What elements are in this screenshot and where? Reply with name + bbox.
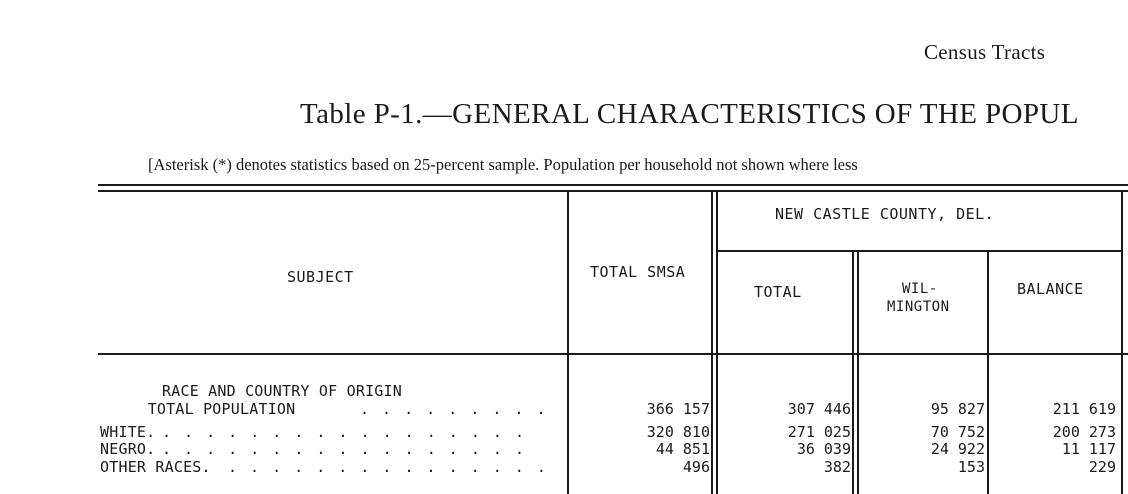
cell-total-smsa: 320 810: [646, 423, 710, 441]
row-label: NEGRO.: [100, 440, 156, 458]
table-note: [Asterisk (*) denotes statistics based on 25-percent sample. Population per household not shown where less: [148, 155, 858, 174]
row-leader-dots: . . . . . . . . . . . . . . . . .: [162, 423, 527, 441]
col-rule-right-edge: [1121, 191, 1123, 494]
col-header-balance: BALANCE: [1017, 280, 1084, 298]
table-top-rule-2: [98, 190, 1128, 192]
row-leader-dots: . . . . . . . . . . . . . . . . .: [162, 440, 527, 458]
cell-wilmington: 95 827: [930, 400, 985, 418]
cell-total-smsa: 366 157: [646, 400, 710, 418]
table-title: Table P-1.—GENERAL CHARACTERISTICS OF THE POPUL: [300, 98, 1079, 130]
cell-total: 271 025: [787, 423, 851, 441]
cell-total: 382: [823, 458, 851, 476]
col-rule-subject: [567, 191, 569, 494]
cell-total: 307 446: [787, 400, 851, 418]
row-leader-dots: . . . . . . . . . . . . . . .: [228, 458, 548, 476]
col-rule-smsa-a: [711, 191, 713, 494]
col-header-subject: SUBJECT: [287, 268, 354, 286]
table-top-rule: [98, 184, 1128, 186]
col-rule-total-a: [852, 252, 854, 494]
col-rule-wilmington: [987, 252, 989, 494]
row-leader-dots: . . . . . . . . .: [360, 400, 548, 418]
col-rule-smsa-b: [716, 191, 718, 494]
cell-wilmington: 153: [957, 458, 985, 476]
cell-balance: 200 273: [1052, 423, 1116, 441]
row-label: WHITE.: [100, 423, 156, 441]
cell-wilmington: 70 752: [930, 423, 985, 441]
cell-wilmington: 24 922: [930, 440, 985, 458]
running-head: Census Tracts: [924, 40, 1046, 64]
col-header-wilmington-1: WIL-: [902, 281, 938, 297]
cell-total: 36 039: [796, 440, 851, 458]
col-header-total: TOTAL: [754, 283, 802, 301]
col-header-wilmington-2: MINGTON: [887, 299, 950, 315]
row-label: TOTAL POPULATION: [120, 400, 296, 418]
cell-balance: 229: [1088, 458, 1116, 476]
col-header-total-smsa: TOTAL SMSA: [590, 263, 686, 281]
cell-total-smsa: 496: [682, 458, 710, 476]
section-heading: RACE AND COUNTRY OF ORIGIN: [162, 382, 402, 400]
col-rule-total-b: [857, 252, 859, 494]
county-group-rule: [717, 250, 1121, 252]
row-label: OTHER RACES.: [100, 458, 211, 476]
cell-balance: 211 619: [1052, 400, 1116, 418]
cell-balance: 11 117: [1061, 440, 1116, 458]
col-header-county-group: NEW CASTLE COUNTY, DEL.: [775, 205, 995, 223]
header-bottom-rule: [98, 353, 1128, 355]
cell-total-smsa: 44 851: [655, 440, 710, 458]
